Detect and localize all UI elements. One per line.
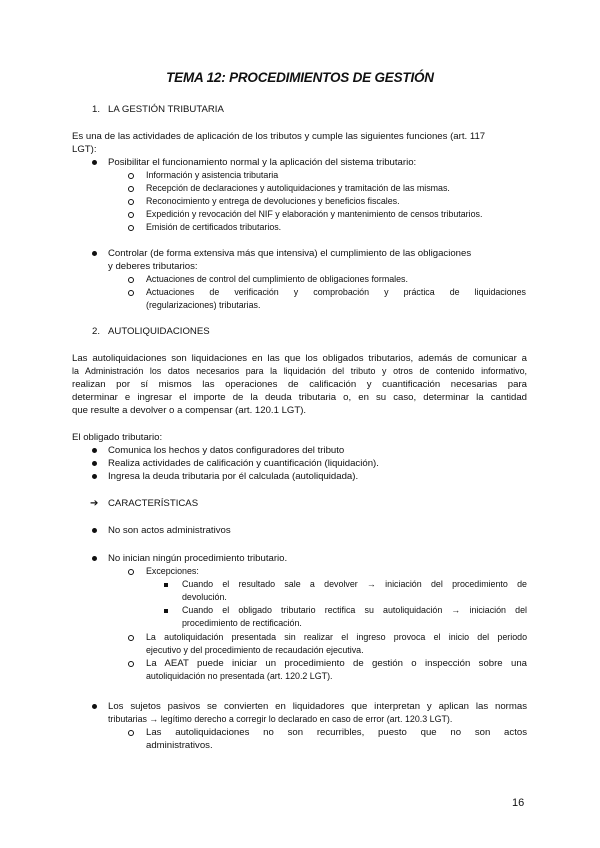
sub-item-recepcion: Recepción de declaraciones y autoliquidaciones y tramitación de las mismas. [146,183,450,193]
obligado-item-comunica: Comunica los hechos y datos configuradores del tributo [108,445,345,456]
circle-bullet-icon [128,290,134,296]
caracteristicas-heading: CARACTERÍSTICAS [108,498,199,509]
autoliquidaciones-para-line-3: realizan por sí mismos las operaciones de calificación y cuantificación necesarias para [72,379,527,390]
no-recurribles-line-2: administrativos. [146,740,213,751]
section-1-number: 1. [92,104,101,115]
obligado-tributario-label: El obligado tributario: [72,432,163,443]
square-bullet-icon [164,609,168,613]
aeat-line-2: autoliquidación no presentada (art. 120.2 LGT). [146,671,333,681]
bullet-icon [92,528,97,533]
arrow-icon: ➔ [90,498,99,509]
circle-bullet-icon [128,730,134,736]
sub-item-expedicion: Expedición y revocación del NIF y elaboración y mantenimiento de censos tributarios. [146,209,483,219]
circle-bullet-icon [128,635,134,641]
sujetos-pasivos-line-2: tributarias → legítimo derecho a corregir lo declarado en caso de error (art. 120.3 LGT). [108,714,453,724]
obligado-item-realiza: Realiza actividades de calificación y cuantificación (liquidación). [108,458,379,469]
bullet-icon [92,251,97,256]
circle-bullet-icon [128,199,134,205]
sub-item-emision: Emisión de certificados tributarios. [146,222,282,232]
page-number: 16 [512,797,525,809]
autoliquidaciones-para-line-4: determinar e ingresar el importe de la deuda tributaria o, en su caso, determinar la cantidad [72,392,527,403]
bullet-icon [92,448,97,453]
obligado-item-ingresa: Ingresa la deuda tributaria por él calculada (autoliquidada). [108,471,359,482]
bullet-icon [92,556,97,561]
sin-ingreso-line-1: La autoliquidación presentada sin realizar el ingreso provoca el inicio del periodo [146,632,527,642]
section-2-heading: AUTOLIQUIDACIONES [108,326,210,337]
bullet-no-inician: No inician ningún procedimiento tributario. [108,553,288,564]
autoliquidaciones-para-line-5: que resulte a devolver o a compensar (art. 120.1 LGT). [72,405,307,416]
sin-ingreso-line-2: ejecutivo y del procedimiento de recaudación ejecutiva. [146,645,364,655]
excepcion-devolver-line-2: devolución. [182,592,227,602]
sub-item-control-formales: Actuaciones de control del cumplimiento de obligaciones formales. [146,274,408,284]
sub-item-reconocimiento: Reconocimiento y entrega de devoluciones y beneficios fiscales. [146,196,400,206]
bullet-no-actos: No son actos administrativos [108,525,231,536]
sujetos-pasivos-line-1: Los sujetos pasivos se convierten en liquidadores que interpretan y aplican las normas [108,701,527,712]
page-title: TEMA 12: PROCEDIMIENTOS DE GESTIÓN [166,70,434,85]
excepcion-rectifica-line-2: procedimiento de rectificación. [182,618,302,628]
bullet-controlar-line-2: y deberes tributarios: [108,261,198,272]
excepciones-label: Excepciones: [146,566,199,576]
bullet-controlar-line-1: Controlar (de forma extensiva más que intensiva) el cumplimiento de las obligaciones [108,248,472,259]
sub-item-informacion: Información y asistencia tributaria [146,170,279,180]
square-bullet-icon [164,583,168,587]
autoliquidaciones-para-line-1: Las autoliquidaciones son liquidaciones en las que los obligados tributarios, además de comunicar a [72,353,527,364]
bullet-icon [92,474,97,479]
bullet-icon [92,704,97,709]
excepcion-devolver-line-1: Cuando el resultado sale a devolver → iniciación del procedimiento de [182,579,527,589]
bullet-icon [92,461,97,466]
circle-bullet-icon [128,225,134,231]
circle-bullet-icon [128,661,134,667]
circle-bullet-icon [128,173,134,179]
aeat-line-1: La AEAT puede iniciar un procedimiento de gestión o inspección sobre una [146,658,527,669]
circle-bullet-icon [128,277,134,283]
excepcion-rectifica-line-1: Cuando el obligado tributario rectifica su autoliquidación → iniciación del [182,605,527,615]
section-1-heading: LA GESTIÓN TRIBUTARIA [108,104,224,115]
bullet-posibilitar: Posibilitar el funcionamiento normal y la aplicación del sistema tributario: [108,157,417,168]
section-1-intro-line-1: Es una de las actividades de aplicación de los tributos y cumple las siguientes funciones (art. 117 [72,131,486,142]
circle-bullet-icon [128,212,134,218]
bullet-icon [92,160,97,165]
section-1-intro-line-2: LGT): [72,144,97,155]
autoliquidaciones-para-line-2: la Administración los datos necesarios para la liquidación del tributo y otros de contenido informativo, [72,366,527,376]
sub-item-verificacion-line-1: Actuaciones de verificación y comprobación y práctica de liquidaciones [146,287,526,297]
section-2-number: 2. [92,326,101,337]
circle-bullet-icon [128,186,134,192]
no-recurribles-line-1: Las autoliquidaciones no son recurribles, puesto que no son actos [146,727,527,738]
circle-bullet-icon [128,569,134,575]
sub-item-verificacion-line-2: (regularizaciones) tributarias. [146,300,261,310]
